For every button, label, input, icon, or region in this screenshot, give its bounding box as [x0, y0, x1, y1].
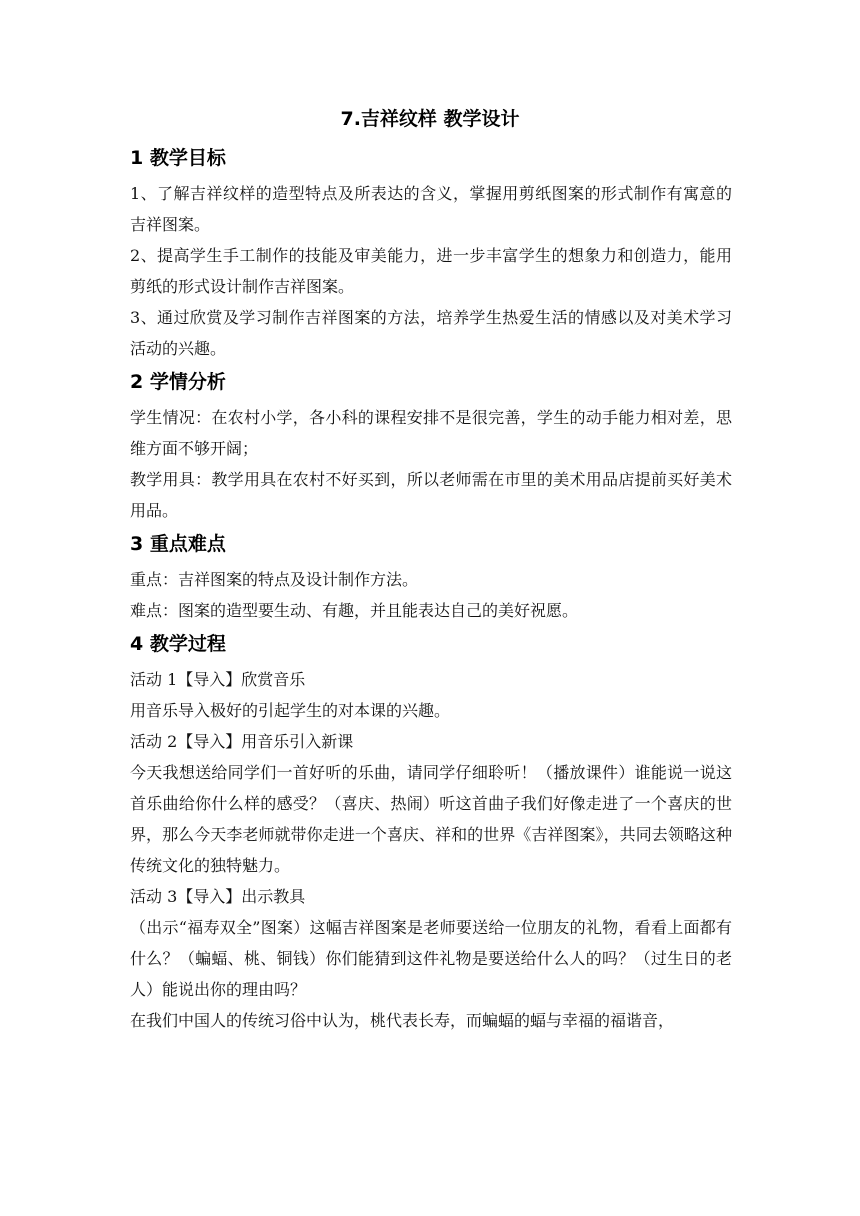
- section-heading: 3 重点难点: [130, 533, 226, 555]
- section-heading: 1 教学目标: [130, 147, 226, 169]
- paragraph: 教学用具：教学用具在农村不好买到，所以老师需在市里的美术用品店提前买好美术用品。: [130, 470, 732, 520]
- document-body: [130, 144, 732, 1036]
- paragraph: 学生情况：在农村小学，各小科的课程安排不是很完善，学生的动手能力相对差，思维方面不够开阔；: [130, 408, 732, 458]
- paragraph: 活动 1【导入】欣赏音乐: [130, 670, 306, 689]
- paragraph: 活动 2【导入】用音乐引入新课: [130, 732, 354, 751]
- page-title: 7.吉祥纹样 教学设计: [340, 108, 520, 130]
- section-heading: 2 学情分析: [130, 371, 226, 393]
- section-teaching-objectives: [130, 144, 732, 364]
- paragraph: 1、了解吉祥纹样的造型特点及所表达的含义，掌握用剪纸图案的形式制作有寓意的吉祥图案。: [130, 184, 732, 234]
- paragraph: 用音乐导入极好的引起学生的对本课的兴趣。: [130, 701, 451, 720]
- paragraph: 活动 3【导入】出示教具: [130, 887, 306, 906]
- paragraph: 难点：图案的造型要生动、有趣，并且能表达自己的美好祝愿。: [130, 601, 579, 620]
- paragraph: 3、通过欣赏及学习制作吉祥图案的方法，培养学生热爱生活的情感以及对美术学习活动的兴趣。: [130, 308, 732, 358]
- paragraph: 重点：吉祥图案的特点及设计制作方法。: [130, 570, 419, 589]
- section-key-points: [130, 530, 732, 626]
- paragraph: 今天我想送给同学们一首好听的乐曲，请同学仔细聆听！（播放课件）谁能说一说这首乐曲给你什么样的感受？（喜庆、热闹）听这首曲子我们好像走进了一个喜庆的世界，那么今天李老师就带你走进一个喜庆、祥和的世界《吉祥图案》，共同去领略这种传统文化的独特魅力。: [130, 763, 732, 875]
- paragraph: 2、提高学生手工制作的技能及审美能力，进一步丰富学生的想象力和创造力，能用剪纸的形式设计制作吉祥图案。: [130, 246, 732, 296]
- section-heading: 4 教学过程: [130, 633, 226, 655]
- section-student-analysis: [130, 368, 732, 526]
- paragraph: 在我们中国人的传统习俗中认为，桃代表长寿，而蝙蝠的蝠与幸福的福谐音，: [130, 1011, 675, 1030]
- paragraph: （出示“福寿双全”图案）这幅吉祥图案是老师要送给一位朋友的礼物，看看上面都有什么？（蝙蝠、桃、铜钱）你们能猜到这件礼物是要送给什么人的吗？（过生日的老人）能说出你的理由吗？: [130, 918, 732, 999]
- section-teaching-process: [130, 630, 732, 1036]
